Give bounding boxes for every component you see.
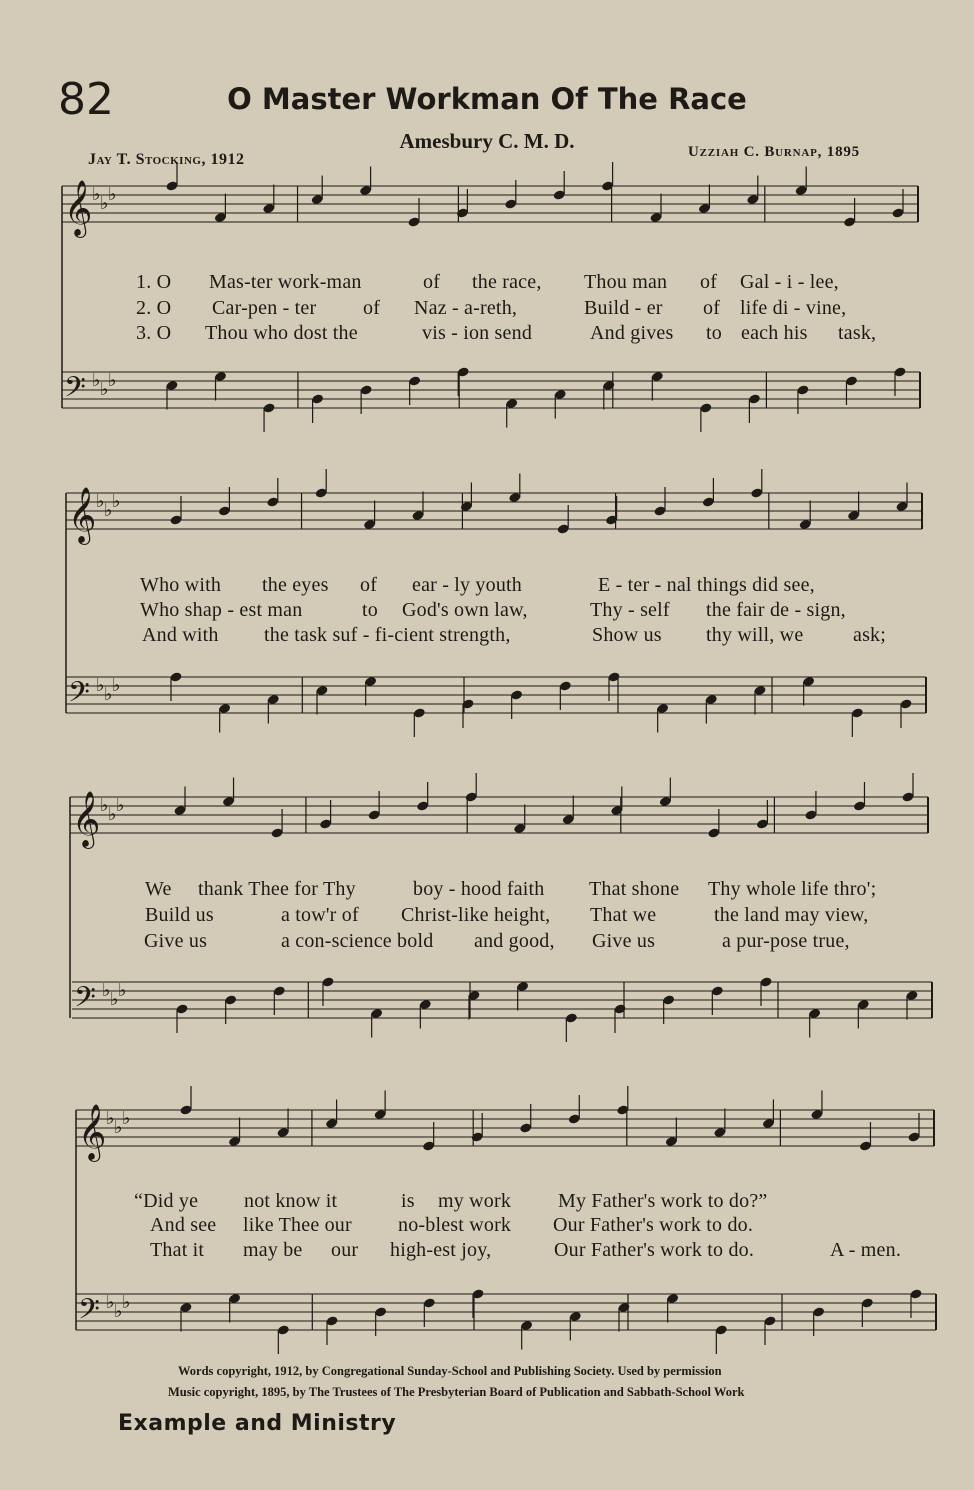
flat-icon: ♭	[110, 989, 119, 1010]
lyric-syllable: may be	[243, 1239, 303, 1261]
system-3-verse-3	[0, 930, 974, 954]
music-copyright: Music copyright, 1895, by The Trustees of The Presbyterian Board of Publication and Sabbath-School Work	[168, 1385, 745, 1399]
system-1-verse-3	[0, 322, 974, 346]
lyric-syllable: 2. O	[136, 297, 172, 319]
lyric-syllable: of	[703, 297, 721, 319]
lyric-syllable: That we	[590, 904, 657, 926]
system-3-verse-1	[0, 878, 974, 902]
lyric-syllable: Build us	[145, 904, 214, 926]
lyric-syllable: high-est joy,	[390, 1239, 492, 1261]
lyric-syllable: That it	[150, 1239, 205, 1261]
lyric-syllable: That shone	[589, 878, 680, 900]
lyric-syllable: of	[700, 271, 718, 293]
lyric-syllable: My Father's work to do?”	[558, 1190, 768, 1212]
bass-clef-icon: 𝄢	[68, 676, 90, 716]
lyric-syllable: God's own law,	[402, 599, 528, 621]
lyric-syllable: ear - ly youth	[412, 574, 522, 596]
flat-icon: ♭	[100, 193, 109, 214]
flat-icon: ♭	[122, 1108, 131, 1129]
flat-icon: ♭	[112, 491, 121, 512]
lyric-syllable: a con-science bold	[281, 930, 434, 952]
treble-clef-icon: 𝄞	[72, 791, 101, 847]
lyric-syllable: Give us	[592, 930, 656, 952]
bass-clef-icon: 𝄢	[78, 1293, 100, 1333]
system-2-verse-3	[0, 624, 974, 648]
lyric-syllable: the task suf - fi-cient strength,	[264, 624, 511, 646]
words-copyright: Words copyright, 1912, by Congregational Sunday-School and Publishing Society. Used by permission	[178, 1364, 722, 1378]
lyric-syllable: Build - er	[584, 297, 663, 319]
flat-icon: ♭	[104, 500, 113, 521]
flat-icon: ♭	[108, 370, 117, 391]
flat-icon: ♭	[106, 1108, 115, 1129]
flat-icon: ♭	[96, 491, 105, 512]
lyric-syllable: 1. O	[136, 271, 172, 293]
lyric-syllable: Thou who dost the	[205, 322, 358, 344]
lyric-syllable: and good,	[474, 930, 555, 952]
lyric-syllable: Who with	[140, 574, 222, 596]
words-credit: Jay T. Stocking, 1912	[88, 151, 245, 168]
hymn-number: 82	[58, 74, 114, 125]
system-1-verse-1	[0, 271, 974, 295]
lyric-syllable: no-blest work	[398, 1214, 512, 1236]
flat-icon: ♭	[92, 370, 101, 391]
treble-clef-icon: 𝄞	[68, 487, 97, 543]
lyric-syllable: Thy whole life thro';	[708, 878, 877, 900]
lyric-syllable: ask;	[853, 624, 887, 646]
lyric-syllable: A - men.	[830, 1239, 902, 1261]
lyric-syllable: Who shap - est man	[140, 599, 303, 621]
system-2-verse-2	[0, 599, 974, 623]
flat-icon: ♭	[100, 379, 109, 400]
lyric-syllable: boy - hood faith	[413, 878, 545, 900]
lyric-syllable: We	[145, 878, 172, 900]
lyric-syllable: our	[331, 1239, 359, 1261]
lyric-syllable: not know it	[244, 1190, 338, 1212]
lyric-syllable: life di - vine,	[740, 297, 847, 319]
lyric-syllable: Our Father's work to do.	[553, 1214, 754, 1236]
flat-icon: ♭	[112, 675, 121, 696]
lyric-syllable: Gal - i - lee,	[740, 271, 839, 293]
lyric-syllable: And gives	[590, 322, 674, 344]
lyric-syllable: Our Father's work to do.	[554, 1239, 755, 1261]
lyric-syllable: thank Thee for Thy	[198, 878, 356, 900]
flat-icon: ♭	[114, 1301, 123, 1322]
flat-icon: ♭	[102, 980, 111, 1001]
lyric-syllable: Mas-ter work-man	[209, 271, 362, 293]
flat-icon: ♭	[96, 675, 105, 696]
lyric-syllable: a tow'r of	[281, 904, 359, 926]
system-4-verse-1	[0, 1190, 974, 1214]
lyric-syllable: each his	[741, 322, 808, 344]
system-3-verse-2	[0, 904, 974, 928]
lyric-syllable: “Did ye	[134, 1190, 199, 1212]
system-1-verse-2	[0, 297, 974, 321]
lyric-syllable: Show us	[592, 624, 662, 646]
lyric-syllable: the fair de - sign,	[706, 599, 846, 621]
lyric-syllable: the land may view,	[714, 904, 869, 926]
flat-icon: ♭	[108, 804, 117, 825]
lyric-syllable: like Thee our	[243, 1214, 352, 1236]
music-credit: Uzziah C. Burnap, 1895	[688, 144, 860, 160]
flat-icon: ♭	[104, 684, 113, 705]
flat-icon: ♭	[106, 1292, 115, 1313]
lyric-syllable: of	[363, 297, 381, 319]
lyric-syllable: a pur-pose true,	[722, 930, 850, 952]
system-4-verse-2	[0, 1214, 974, 1238]
lyric-syllable: Naz - a-reth,	[414, 297, 518, 319]
lyric-syllable: 3. O	[136, 322, 172, 344]
lyric-syllable: to	[706, 322, 722, 344]
system-4-verse-3	[0, 1239, 974, 1263]
tune-name: Amesbury C. M. D.	[399, 129, 575, 153]
flat-icon: ♭	[100, 795, 109, 816]
lyric-syllable: And with	[142, 624, 219, 646]
flat-icon: ♭	[122, 1292, 131, 1313]
flat-icon: ♭	[108, 184, 117, 205]
lyric-syllable: the race,	[472, 271, 542, 293]
lyric-syllable: my work	[438, 1190, 512, 1212]
lyric-syllable: to	[362, 599, 378, 621]
lyric-syllable: Christ-like height,	[401, 904, 551, 926]
lyric-syllable: thy will, we	[706, 624, 804, 646]
system-2-verse-1	[0, 574, 974, 598]
lyric-syllable: E - ter - nal things did see,	[598, 574, 815, 596]
flat-icon: ♭	[118, 980, 127, 1001]
lyric-syllable: is	[401, 1190, 415, 1212]
lyric-syllable: And see	[150, 1214, 217, 1236]
lyric-syllable: of	[360, 574, 378, 596]
lyric-syllable: Give us	[144, 930, 208, 952]
section-title: Example and Ministry	[118, 1411, 397, 1436]
flat-icon: ♭	[92, 184, 101, 205]
flat-icon: ♭	[114, 1117, 123, 1138]
hymn-title: O Master Workman Of The Race	[227, 82, 747, 116]
lyric-syllable: Thou man	[584, 271, 668, 293]
flat-icon: ♭	[116, 795, 125, 816]
lyric-syllable: of	[423, 271, 441, 293]
bass-clef-icon: 𝄢	[74, 981, 96, 1021]
treble-clef-icon: 𝄞	[78, 1104, 107, 1160]
lyric-syllable: task,	[838, 322, 877, 344]
treble-clef-icon: 𝄞	[64, 180, 93, 236]
lyric-syllable: vis - ion send	[422, 322, 533, 344]
bass-clef-icon: 𝄢	[64, 371, 86, 411]
lyric-syllable: Car-pen - ter	[212, 297, 317, 319]
lyric-syllable: Thy - self	[590, 599, 670, 621]
lyric-syllable: the eyes	[262, 574, 329, 596]
